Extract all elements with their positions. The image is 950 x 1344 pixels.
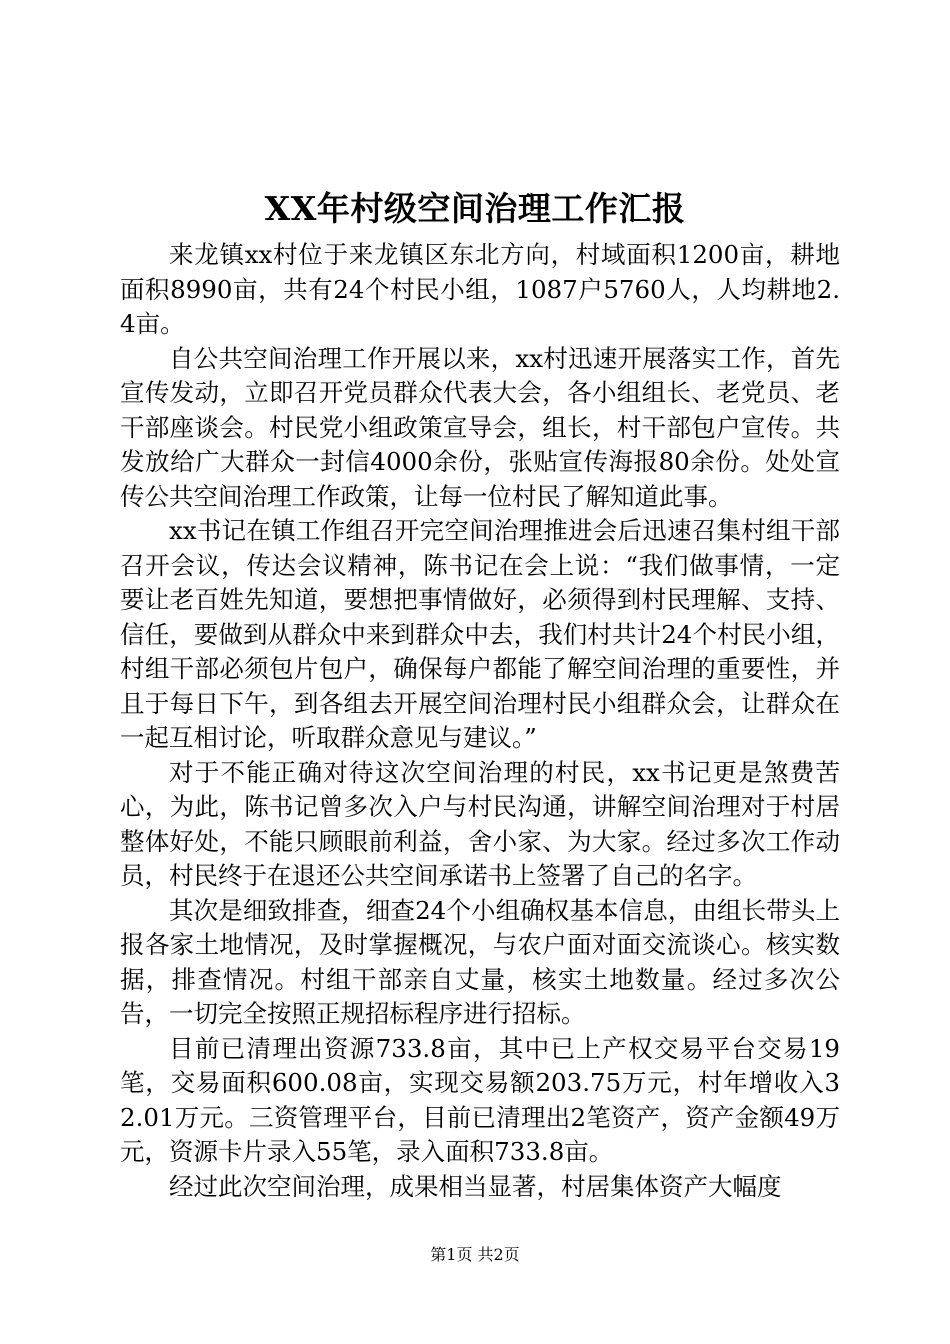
document-title: XX年村级空间治理工作汇报 xyxy=(264,189,686,228)
paragraph-7: 经过此次空间治理，成果相当显著，村居集体资产大幅度 xyxy=(169,1171,782,1201)
document-body xyxy=(120,238,840,1204)
paragraph-4: 对于不能正确对待这次空间治理的村民，xx书记更是煞费苦心，为此，陈书记曾多次入户与村民沟通，讲解空间治理对于村居整体好处，不能只顾眼前利益，舍小家、为大家。经过多次工作动员，村民终于在退还公共空间承诺书上签署了自己的名字。 xyxy=(120,757,840,890)
paragraph-2: 自公共空间治理工作开展以来，xx村迅速开展落实工作，首先宣传发动，立即召开党员群众代表大会，各小组组长、老党员、老干部座谈会。村民党小组政策宣导会，组长，村干部包户宣传。共发放给广大群众一封信4000余份，张贴宣传海报80余份。处处宣传公共空间治理工作政策，让每一位村民了解知道此事。 xyxy=(120,343,840,511)
paragraph-6: 目前已清理出资源733.8亩，其中已上产权交易平台交易19笔，交易面积600.08亩，实现交易额203.75万元，村年增收入32.01万元。三资管理平台，目前已清理出2笔资产，资产金额49万元，资源卡片录入55笔，录入面积733.8亩。 xyxy=(120,1033,840,1166)
page-footer: 第1页 共2页 xyxy=(430,1245,520,1264)
paragraph-5: 其次是细致排查，细查24个小组确权基本信息，由组长带头上报各家土地情况，及时掌握概况，与农户面对面交流谈心。核实数据，排查情况。村组干部亲自丈量，核实土地数量。经过多次公告，一切完全按照正规招标程序进行招标。 xyxy=(120,895,840,1028)
paragraph-1: 来龙镇xx村位于来龙镇区东北方向，村域面积1200亩，耕地面积8990亩，共有24个村民小组，1087户5760人，人均耕地2.4亩。 xyxy=(120,240,840,338)
paragraph-3: xx书记在镇工作组召开完空间治理推进会后迅速召集村组干部召开会议，传达会议精神，陈书记在会上说：“我们做事情，一定要让老百姓先知道，要想把事情做好，必须得到村民理解、支持、信任，要做到从群众中来到群众中去，我们村共计24个村民小组，村组干部必须包片包户，确保每户都能了解空间治理的重要性，并且于每日下午，到各组去开展空间治理村民小组群众会，让群众在一起互相讨论，听取群众意见与建议。” xyxy=(120,516,840,752)
